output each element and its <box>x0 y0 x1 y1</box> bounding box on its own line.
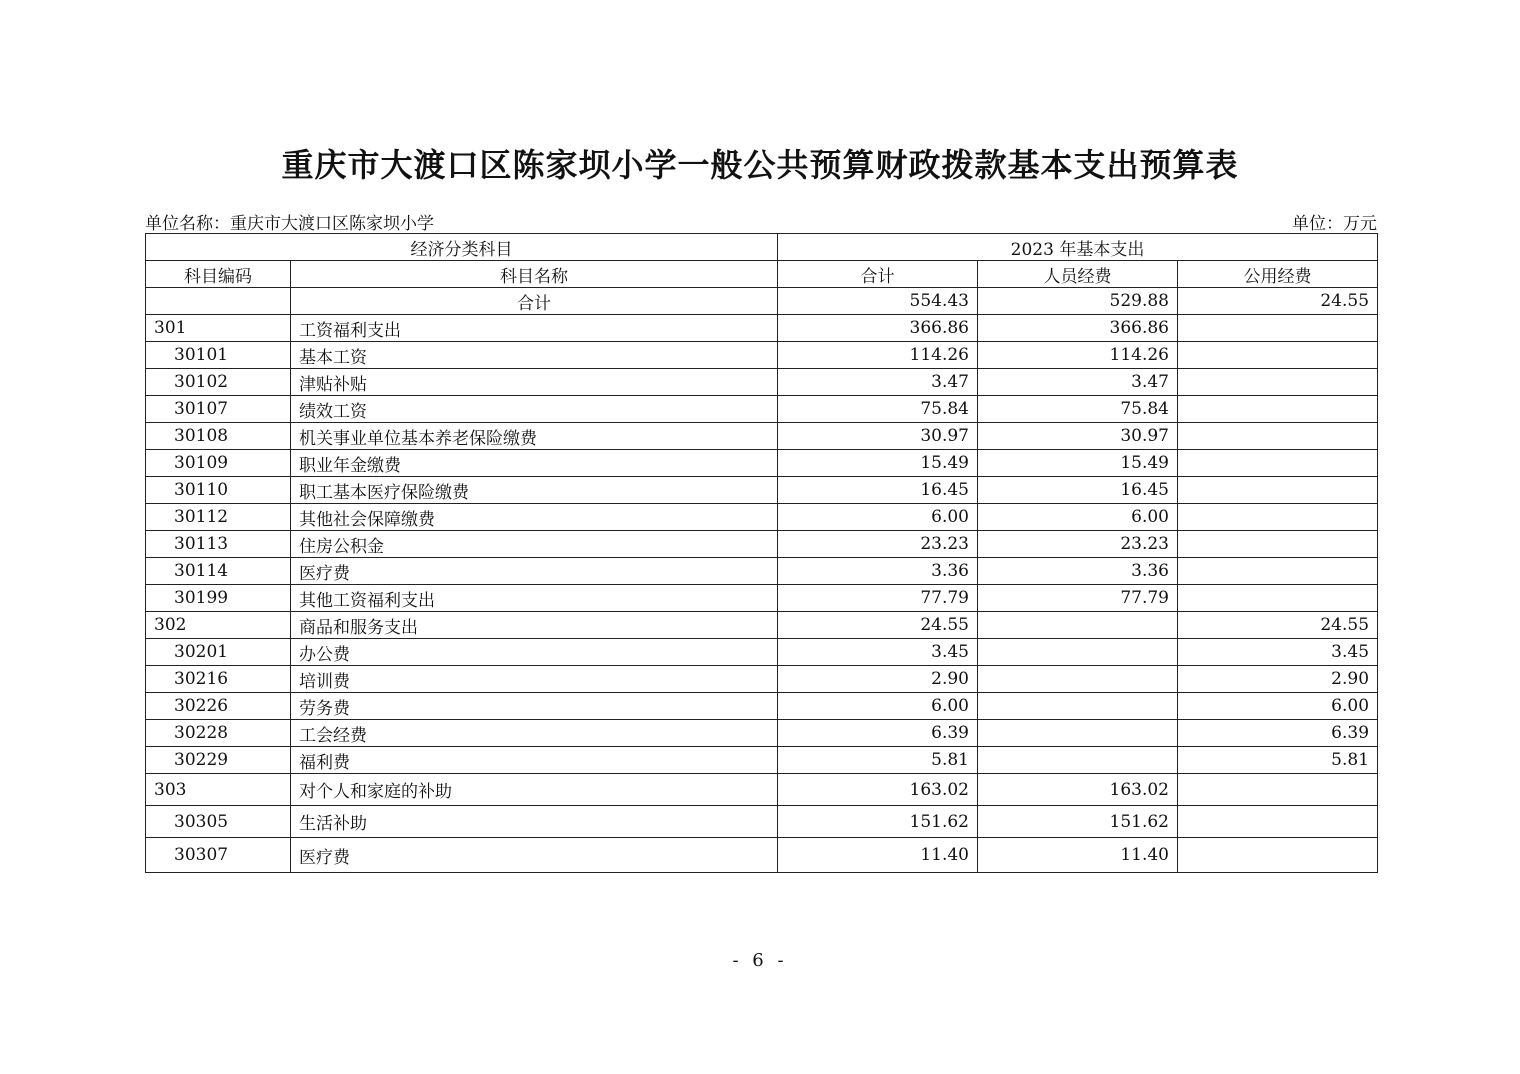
cell-public <box>1178 504 1378 531</box>
cell-total: 5.81 <box>778 747 978 774</box>
cell-total: 30.97 <box>778 423 978 450</box>
cell-public <box>1178 806 1378 838</box>
header-group-row <box>146 234 1378 261</box>
unit-label: 单位：万元 <box>1292 214 1377 234</box>
cell-public: 6.39 <box>1178 720 1378 747</box>
table-row <box>146 838 1378 873</box>
header-personnel: 人员经费 <box>978 261 1178 288</box>
cell-name: 住房公积金 <box>291 531 778 558</box>
cell-public <box>1178 774 1378 806</box>
cell-name: 合计 <box>291 288 778 315</box>
cell-code: 30216 <box>146 666 291 693</box>
cell-total: 75.84 <box>778 396 978 423</box>
cell-code: 30102 <box>146 369 291 396</box>
cell-public <box>1178 369 1378 396</box>
cell-code: 30305 <box>146 806 291 838</box>
table-row <box>146 558 1378 585</box>
table-row <box>146 315 1378 342</box>
table-row <box>146 585 1378 612</box>
cell-personnel: 3.36 <box>978 558 1178 585</box>
cell-public: 24.55 <box>1178 612 1378 639</box>
cell-code: 30112 <box>146 504 291 531</box>
cell-total: 24.55 <box>778 612 978 639</box>
cell-total: 77.79 <box>778 585 978 612</box>
table-row <box>146 747 1378 774</box>
cell-total: 3.47 <box>778 369 978 396</box>
cell-name: 其他社会保障缴费 <box>291 504 778 531</box>
cell-code: 30226 <box>146 693 291 720</box>
cell-total: 6.39 <box>778 720 978 747</box>
cell-public <box>1178 531 1378 558</box>
table-row <box>146 774 1378 806</box>
cell-personnel <box>978 612 1178 639</box>
cell-total: 114.26 <box>778 342 978 369</box>
cell-name: 医疗费 <box>291 558 778 585</box>
cell-name: 培训费 <box>291 666 778 693</box>
cell-total: 23.23 <box>778 531 978 558</box>
cell-code: 30199 <box>146 585 291 612</box>
budget-table <box>145 233 1378 873</box>
table-row <box>146 369 1378 396</box>
cell-personnel: 77.79 <box>978 585 1178 612</box>
cell-name: 工资福利支出 <box>291 315 778 342</box>
cell-code: 30110 <box>146 477 291 504</box>
table-row <box>146 693 1378 720</box>
cell-personnel: 11.40 <box>978 838 1178 873</box>
cell-personnel: 6.00 <box>978 504 1178 531</box>
cell-total: 2.90 <box>778 666 978 693</box>
cell-public <box>1178 396 1378 423</box>
cell-name: 办公费 <box>291 639 778 666</box>
cell-total: 163.02 <box>778 774 978 806</box>
cell-code: 30108 <box>146 423 291 450</box>
cell-code: 30229 <box>146 747 291 774</box>
table-row <box>146 612 1378 639</box>
header-total: 合计 <box>778 261 978 288</box>
cell-personnel: 23.23 <box>978 531 1178 558</box>
cell-public <box>1178 315 1378 342</box>
cell-name: 工会经费 <box>291 720 778 747</box>
cell-name: 劳务费 <box>291 693 778 720</box>
cell-public <box>1178 558 1378 585</box>
unit-name-label: 单位名称：重庆市大渡口区陈家坝小学 <box>145 214 434 234</box>
page-number: - 6 - <box>732 950 788 971</box>
cell-name: 基本工资 <box>291 342 778 369</box>
cell-personnel: 114.26 <box>978 342 1178 369</box>
cell-name: 生活补助 <box>291 806 778 838</box>
cell-total: 15.49 <box>778 450 978 477</box>
table-row <box>146 531 1378 558</box>
cell-personnel: 151.62 <box>978 806 1178 838</box>
cell-name: 商品和服务支出 <box>291 612 778 639</box>
cell-personnel: 366.86 <box>978 315 1178 342</box>
header-basic-expenditure: 2023 年基本支出 <box>778 234 1378 261</box>
table-row <box>146 423 1378 450</box>
cell-code: 303 <box>146 774 291 806</box>
cell-code: 302 <box>146 612 291 639</box>
cell-personnel: 30.97 <box>978 423 1178 450</box>
cell-code: 30113 <box>146 531 291 558</box>
cell-code: 30107 <box>146 396 291 423</box>
table-row <box>146 720 1378 747</box>
cell-name: 福利费 <box>291 747 778 774</box>
cell-public <box>1178 450 1378 477</box>
cell-total: 11.40 <box>778 838 978 873</box>
table-meta <box>145 208 1377 234</box>
cell-personnel: 15.49 <box>978 450 1178 477</box>
cell-code <box>146 288 291 315</box>
cell-public <box>1178 477 1378 504</box>
table-row <box>146 806 1378 838</box>
cell-public: 2.90 <box>1178 666 1378 693</box>
cell-code: 30101 <box>146 342 291 369</box>
cell-total: 3.45 <box>778 639 978 666</box>
cell-public <box>1178 585 1378 612</box>
header-column-row <box>146 261 1378 288</box>
cell-name: 绩效工资 <box>291 396 778 423</box>
cell-public: 5.81 <box>1178 747 1378 774</box>
header-public: 公用经费 <box>1178 261 1378 288</box>
cell-public: 24.55 <box>1178 288 1378 315</box>
cell-personnel: 16.45 <box>978 477 1178 504</box>
header-economic-category: 经济分类科目 <box>146 234 778 261</box>
table-row-total <box>146 288 1378 315</box>
table-row <box>146 666 1378 693</box>
cell-total: 6.00 <box>778 693 978 720</box>
cell-name: 其他工资福利支出 <box>291 585 778 612</box>
cell-personnel <box>978 666 1178 693</box>
cell-name: 医疗费 <box>291 838 778 873</box>
cell-personnel <box>978 747 1178 774</box>
cell-public: 6.00 <box>1178 693 1378 720</box>
cell-personnel: 75.84 <box>978 396 1178 423</box>
cell-public <box>1178 838 1378 873</box>
header-code: 科目编码 <box>146 261 291 288</box>
cell-personnel: 529.88 <box>978 288 1178 315</box>
cell-code: 30109 <box>146 450 291 477</box>
cell-personnel <box>978 720 1178 747</box>
cell-name: 津贴补贴 <box>291 369 778 396</box>
table-row <box>146 639 1378 666</box>
cell-total: 16.45 <box>778 477 978 504</box>
table-row <box>146 504 1378 531</box>
cell-total: 554.43 <box>778 288 978 315</box>
cell-code: 301 <box>146 315 291 342</box>
header-name: 科目名称 <box>291 261 778 288</box>
cell-name: 对个人和家庭的补助 <box>291 774 778 806</box>
table-row <box>146 477 1378 504</box>
cell-public <box>1178 423 1378 450</box>
cell-total: 3.36 <box>778 558 978 585</box>
cell-code: 30201 <box>146 639 291 666</box>
cell-code: 30114 <box>146 558 291 585</box>
cell-personnel <box>978 639 1178 666</box>
cell-total: 151.62 <box>778 806 978 838</box>
cell-name: 职工基本医疗保险缴费 <box>291 477 778 504</box>
cell-total: 366.86 <box>778 315 978 342</box>
table-row <box>146 396 1378 423</box>
table-row <box>146 342 1378 369</box>
cell-personnel <box>978 693 1178 720</box>
table-row <box>146 450 1378 477</box>
cell-code: 30307 <box>146 838 291 873</box>
cell-total: 6.00 <box>778 504 978 531</box>
cell-name: 机关事业单位基本养老保险缴费 <box>291 423 778 450</box>
cell-personnel: 163.02 <box>978 774 1178 806</box>
cell-public: 3.45 <box>1178 639 1378 666</box>
cell-personnel: 3.47 <box>978 369 1178 396</box>
cell-code: 30228 <box>146 720 291 747</box>
cell-public <box>1178 342 1378 369</box>
cell-name: 职业年金缴费 <box>291 450 778 477</box>
page-title: 重庆市大渡口区陈家坝小学一般公共预算财政拨款基本支出预算表 <box>281 146 1239 184</box>
